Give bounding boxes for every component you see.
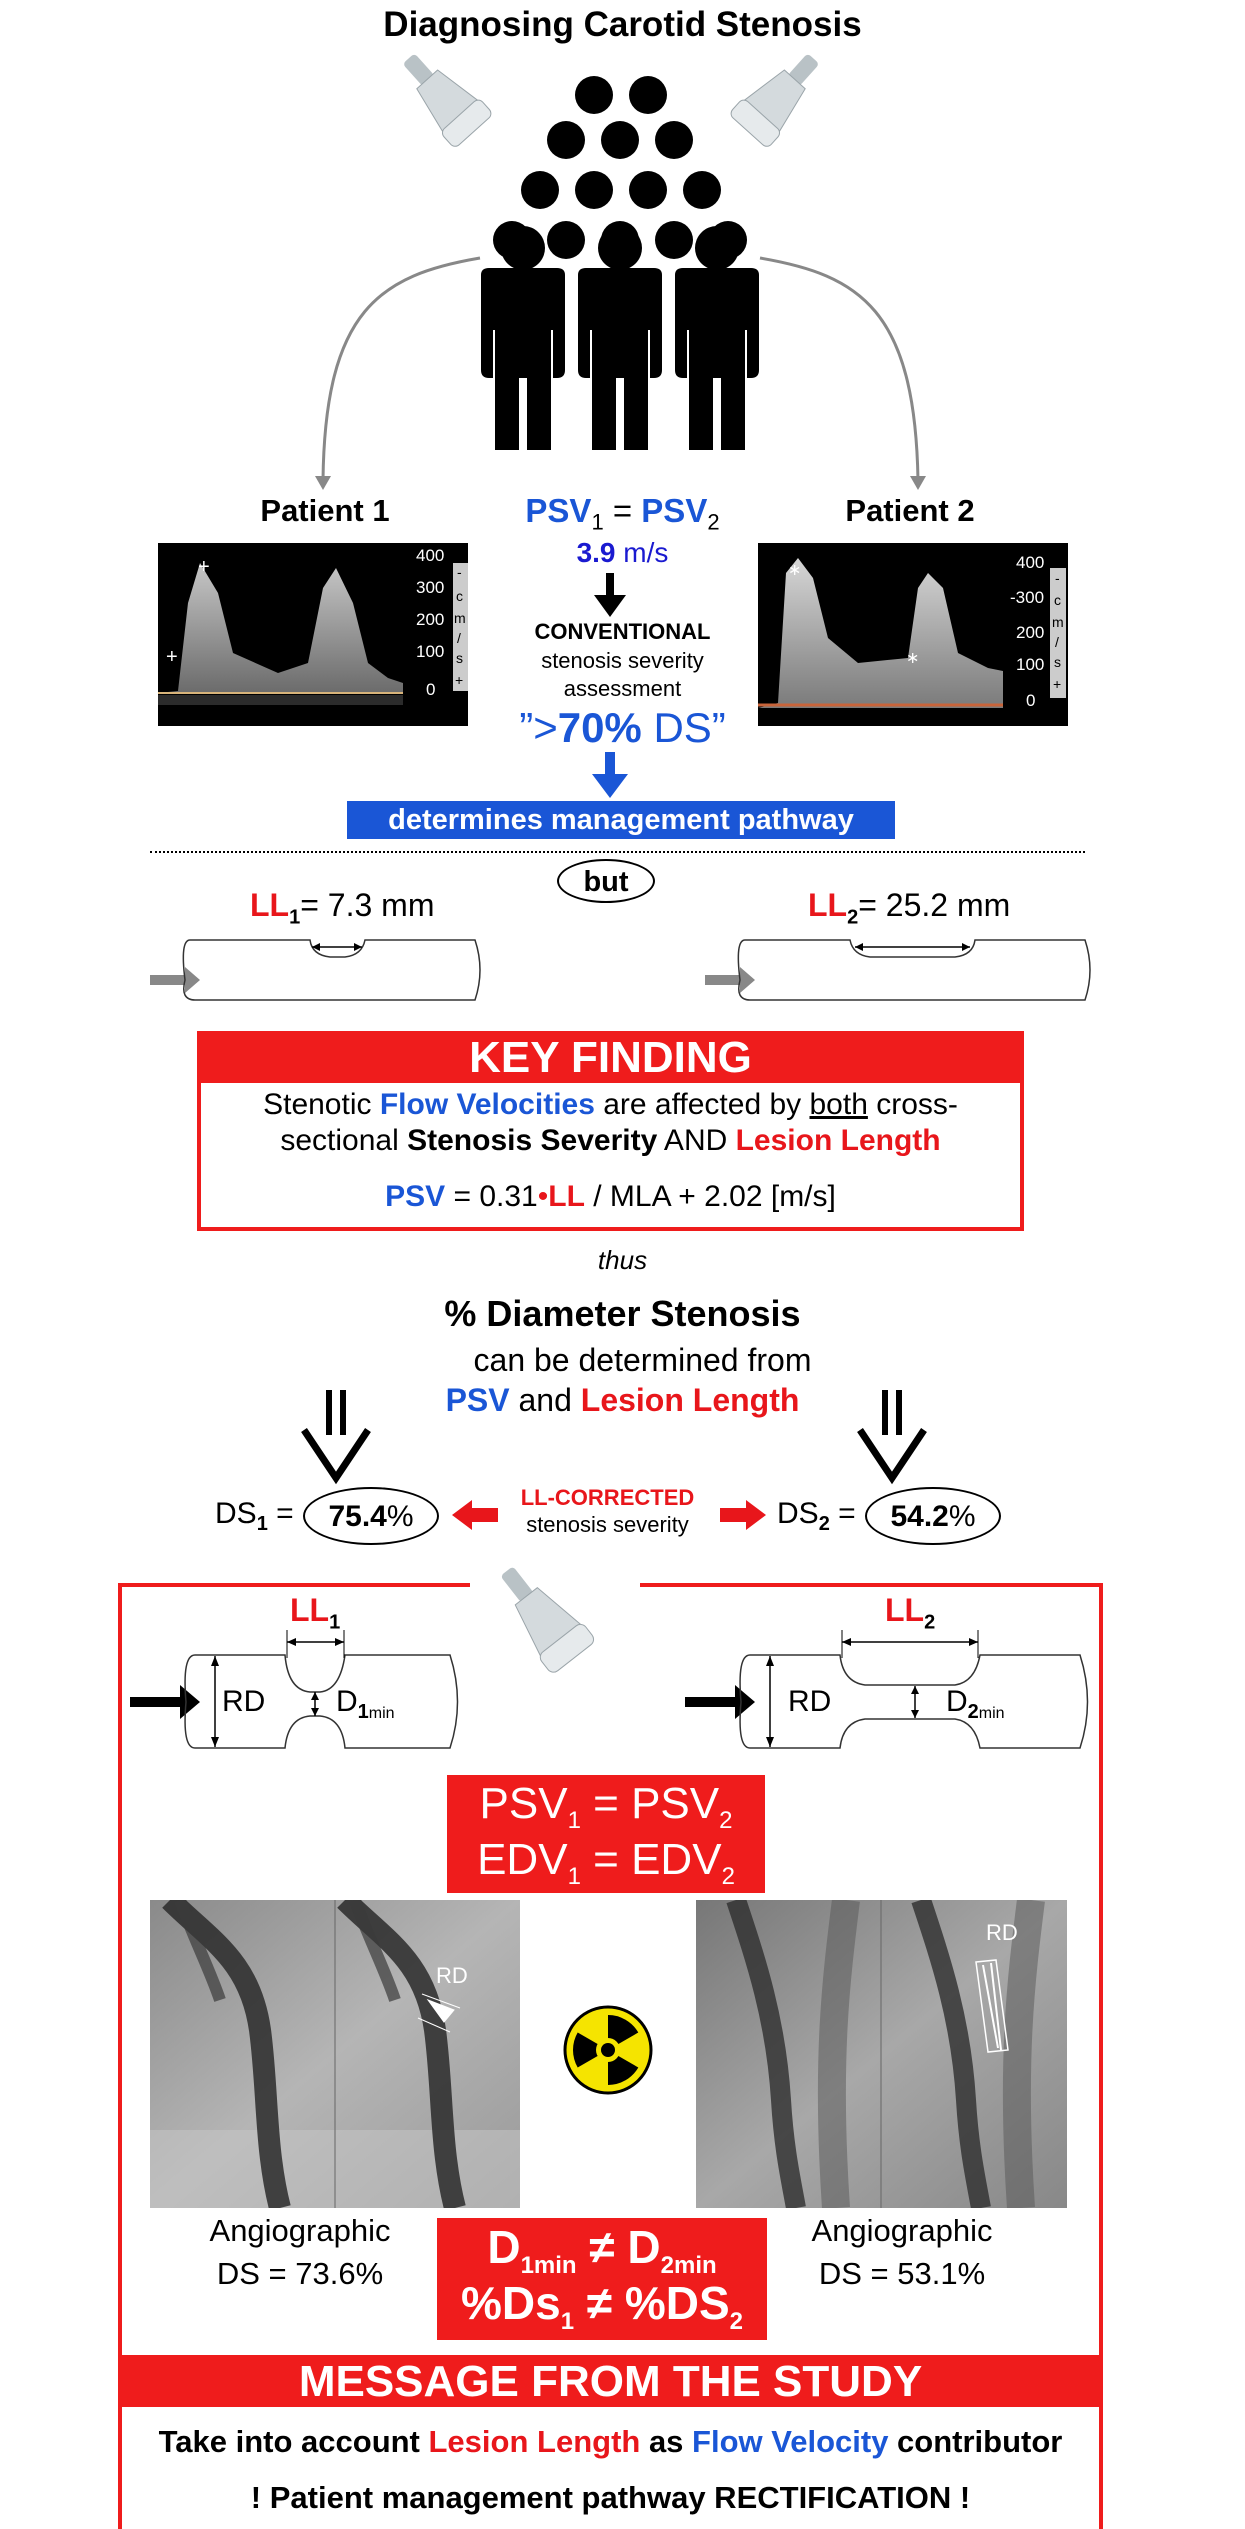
key-finding-header: KEY FINDING [197, 1031, 1024, 1083]
ll1-detail-label: $LL_1$ [290, 1592, 341, 1634]
down-arrow-blue-icon [590, 752, 630, 800]
pds-line3: PSV and Lesion Length [445, 1382, 800, 1418]
patients-illustration [0, 0, 1245, 520]
svg-text:+: + [1053, 676, 1062, 692]
svg-text:∗: ∗ [906, 650, 920, 667]
rd-angio-left-label: RD [436, 1963, 468, 1988]
ds2-value: 54.2% [865, 1487, 1001, 1545]
svg-text:/: / [1055, 634, 1059, 650]
angiogram-left [150, 1900, 520, 2208]
doppler-spectrum-patient1 [158, 543, 468, 726]
vessel-detailed-left-icon [130, 1630, 458, 1748]
svg-text:s: s [1054, 654, 1061, 670]
d2min-label: $D_{2min}$ [946, 1685, 1005, 1723]
svg-text:100: 100 [1016, 655, 1045, 674]
pds-title: % Diameter Stenosis [444, 1293, 801, 1334]
svg-text:∗: ∗ [788, 562, 802, 579]
d1min-label: $D_{1min}$ [336, 1685, 395, 1723]
ll2-detail-label: $LL_2$ [885, 1592, 936, 1634]
angio-right-line2: DS = 53.1% [818, 2256, 986, 2291]
curved-arrow-right-icon [760, 258, 918, 480]
thus-label: thus [597, 1245, 648, 1275]
scale-tick: 200 [416, 610, 445, 629]
svg-text:m: m [1052, 614, 1064, 630]
key-finding-formula: PSV = 0.31•LL / MLA + 2.02 [m/s] [385, 1180, 836, 1213]
radiation-icon [563, 2005, 653, 2095]
ll-corrected-title: LL-CORRECTED [520, 1485, 695, 1510]
rd-angio-right-label: RD [986, 1920, 1018, 1945]
angio-left-line2: DS = 73.6% [216, 2256, 384, 2291]
key-finding-line1: Stenotic Flow Velocities are affected by both cross- [263, 1088, 958, 1121]
ds1-value: 75.4% [303, 1487, 439, 1545]
patient2-label: Patient 2 [845, 493, 975, 528]
scale-tick: 100 [416, 642, 445, 661]
down-arrow-black-icon [592, 573, 628, 619]
scale-tick: 0 [426, 680, 436, 699]
svg-text:200: 200 [1016, 623, 1045, 642]
vessel-right-icon [705, 940, 1090, 1000]
patient1-label: Patient 1 [260, 493, 390, 528]
message-line1: Take into account Lesion Length as Flow Velocity contributor [158, 2424, 1063, 2459]
velocity-equality-box: $PSV_1 = PSV_2$ $EDV_1 = EDV_2$ [447, 1775, 765, 1893]
rd-right-label: RD [788, 1685, 832, 1718]
angio-right-line1: Angiographic [811, 2213, 993, 2248]
psv-equality: $PSV_1 = PSV_2$ [525, 492, 720, 535]
velocity-value: 3.9 m/s [576, 537, 669, 568]
rd-left-label: RD [222, 1685, 266, 1718]
svg-text:400: 400 [1016, 553, 1045, 572]
pds-line2: can be determined from [473, 1342, 812, 1378]
svg-text:-300: -300 [1010, 588, 1045, 607]
svg-text:+: + [198, 556, 210, 578]
double-arrow-right-icon [852, 1390, 932, 1485]
svg-text:s: s [456, 650, 463, 666]
vessel-left-icon [150, 940, 480, 1000]
svg-text:c: c [1054, 592, 1061, 608]
conventional-ds: ”>70% DS” [519, 704, 726, 751]
ultrasound-probe-right-icon [729, 41, 833, 149]
svg-text:-: - [1055, 570, 1060, 586]
svg-text:c: c [456, 588, 463, 604]
svg-text:+: + [455, 672, 464, 688]
svg-text:m: m [454, 610, 466, 626]
double-arrow-left-icon [296, 1390, 376, 1485]
ll-corrected-sub: stenosis severity [526, 1512, 689, 1537]
page-title: Diagnosing Carotid Stenosis [383, 5, 862, 44]
svg-text:0: 0 [1026, 691, 1036, 710]
curved-arrow-left-icon [323, 258, 480, 480]
vessel-diagrams-detailed [120, 1600, 1105, 1765]
diameter-inequality-box: $D_{1min} \ne D_{2min}$ $\%Ds_1 \ne \%DS_2$ [437, 2218, 767, 2340]
svg-text:+: + [166, 646, 178, 668]
key-finding-line2: sectional Stenosis Severity AND Lesion Length [280, 1124, 941, 1157]
svg-text:-: - [457, 564, 462, 580]
ds2-label: $DS_2$ = [777, 1497, 856, 1535]
vessel-detailed-right-icon [685, 1630, 1088, 1748]
person-figures-icon [481, 226, 759, 450]
scale-tick: 300 [416, 578, 445, 597]
angio-left-line1: Angiographic [209, 2213, 391, 2248]
conventional-label: CONVENTIONAL [534, 619, 711, 644]
scale-tick: 400 [416, 546, 445, 565]
but-label: but [557, 859, 655, 903]
ll2-label: $LL_2= 25.2$ mm [808, 887, 1011, 929]
red-arrow-right-icon [720, 1500, 766, 1530]
conventional-line2: stenosis severity [541, 648, 704, 673]
vessel-diagrams-top [140, 925, 1110, 1005]
message-header: MESSAGE FROM THE STUDY [122, 2355, 1099, 2407]
dotted-divider [150, 851, 1085, 853]
message-line2: ! Patient management pathway RECTIFICATION ! [250, 2480, 971, 2515]
svg-text:/: / [457, 630, 461, 646]
ultrasound-probe-left-icon [389, 41, 493, 149]
conventional-line3: assessment [563, 676, 682, 701]
management-pathway-banner: determines management pathway [347, 801, 895, 839]
doppler-spectrum-patient2 [758, 543, 1068, 726]
ds1-label: $DS_1$ = [215, 1497, 294, 1535]
angiogram-right [696, 1900, 1067, 2208]
ll1-label: $LL_1= 7.3$ mm [250, 887, 435, 929]
